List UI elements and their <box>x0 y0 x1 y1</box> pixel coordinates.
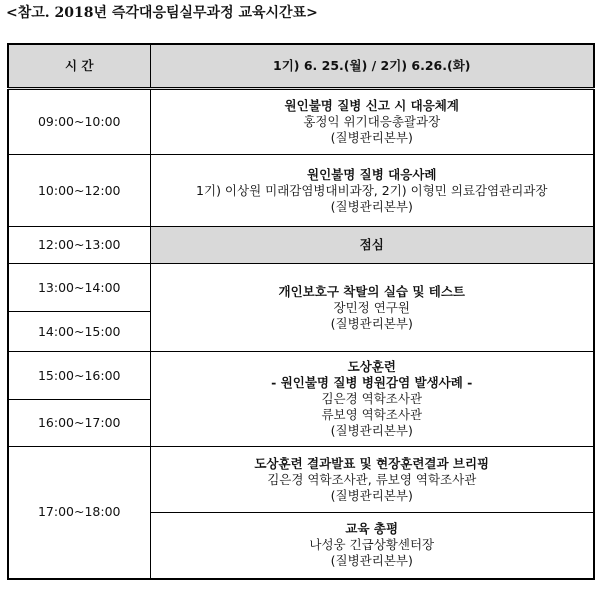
time-cell: 14:00~15:00 <box>8 312 150 352</box>
session-line: (질병관리본부) <box>330 553 413 569</box>
session-line: (질병관리본부) <box>330 423 413 438</box>
session-title: 원인불명 질병 대응사례 <box>307 166 437 182</box>
session-title: 원인불명 질병 신고 시 대응체계 <box>284 98 459 113</box>
lunch-cell: 점심 <box>150 227 594 264</box>
page-title: <참고. 2018년 즉각대응팀실무과정 교육시간표> <box>6 5 318 21</box>
time-cell: 13:00~14:00 <box>8 264 150 312</box>
session-title: 도상훈련 <box>347 359 396 374</box>
table-row <box>8 447 594 513</box>
schedule-table <box>7 43 595 580</box>
session-cell <box>150 89 594 155</box>
session-line: 장민정 연구원 <box>333 299 410 315</box>
time-cell: 10:00~12:00 <box>8 155 150 227</box>
session-line: (질병관리본부) <box>330 198 413 214</box>
time-cell: 16:00~17:00 <box>8 400 150 447</box>
session-cell <box>150 264 594 352</box>
session-line: 김은경 역학조사관 <box>321 391 423 406</box>
header-time: 시 간 <box>8 44 150 89</box>
session-cell <box>150 352 594 447</box>
table-row <box>8 352 594 400</box>
session-line: 류보영 역학조사관 <box>321 407 423 422</box>
table-row <box>8 264 594 312</box>
time-cell: 09:00~10:00 <box>8 89 150 155</box>
session-line: 1기) 이상원 미래감염병대비과장, 2기) 이형민 의료감염관리과장 <box>196 182 548 198</box>
session-title: 도상훈련 결과발표 및 현장훈련결과 브리핑 <box>254 455 490 471</box>
session-line: (질병관리본부) <box>330 315 413 331</box>
session-line: 나성웅 긴급상황센터장 <box>309 537 435 553</box>
session-cell <box>150 513 594 579</box>
session-subtitle: - 원인불명 질병 병원감염 발생사례 - <box>271 375 473 390</box>
table-row <box>8 227 594 264</box>
session-title: 개인보호구 착탈의 실습 및 테스트 <box>278 283 465 299</box>
session-line: 홍정익 위기대응총괄과장 <box>303 114 441 129</box>
time-cell: 15:00~16:00 <box>8 352 150 400</box>
table-header-row <box>8 44 594 89</box>
session-title: 교육 총평 <box>345 521 399 537</box>
time-cell: 17:00~18:00 <box>8 447 150 579</box>
session-cell <box>150 155 594 227</box>
session-cell <box>150 447 594 513</box>
session-line: (질병관리본부) <box>330 130 413 145</box>
time-cell: 12:00~13:00 <box>8 227 150 264</box>
session-line: 김은경 역학조사관, 류보영 역학조사관 <box>267 471 477 487</box>
header-session: 1기) 6. 25.(월) / 2기) 6.26.(화) <box>150 44 594 89</box>
table-row <box>8 155 594 227</box>
table-row <box>8 89 594 155</box>
session-line: (질병관리본부) <box>330 487 413 503</box>
